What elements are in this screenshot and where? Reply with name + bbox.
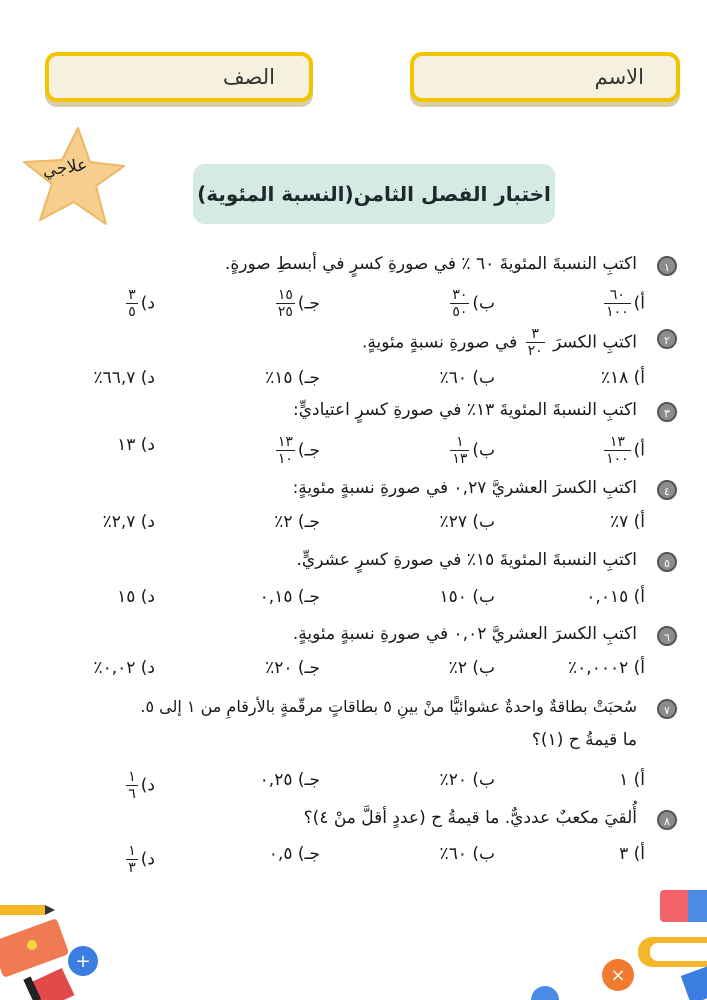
- question-text: اكتبِ الكسرَ العشريَّ ٠,٠٢ في صورةِ نسبةٍ مئويةٍ.: [292, 624, 637, 644]
- option-b[interactable]: ب) $\frac{١}{١٣}$: [452, 434, 495, 467]
- options-6: [40, 654, 645, 688]
- option-d[interactable]: د) $\frac{١}{٦}$: [128, 769, 155, 802]
- option-d[interactable]: د) $\frac{٣}{٥}$: [128, 287, 155, 320]
- question-number: ٢: [657, 329, 677, 349]
- options-1: [40, 284, 645, 318]
- option-b[interactable]: ب) ٢٠٪: [439, 770, 495, 790]
- question-text: سُحبَتْ بطاقةٌ واحدةٌ عشوائيًّا منْ بينِ ٥ بطاقاتٍ مرقّمةٍ بالأرقامِ من ١ إلى ٥.: [140, 697, 637, 716]
- stationery-decoration-left-icon: [0, 895, 110, 1000]
- svg-text:×: ×: [610, 965, 626, 986]
- option-c[interactable]: جـ) $\frac{١٥}{٢٥}$: [277, 287, 320, 320]
- option-a[interactable]: أ) ١: [619, 770, 645, 790]
- name-field[interactable]: [410, 52, 680, 102]
- question-5: [30, 548, 677, 578]
- question-4: [30, 476, 677, 506]
- badge-label: علاجي: [41, 154, 89, 182]
- option-a[interactable]: أ) $\frac{٦٠}{١٠٠}$: [606, 287, 645, 320]
- option-a[interactable]: أ) ١٨٪: [600, 368, 645, 388]
- option-b[interactable]: ب) ٢٧٪: [439, 512, 495, 532]
- options-3: [40, 431, 645, 465]
- option-d[interactable]: د) ١٥: [117, 587, 155, 607]
- question-text: اكتبِ الكسرَ $\frac{٣}{٢٠}$ في صورةِ نسبةٍ مئويةٍ.: [362, 326, 637, 359]
- question-text: اكتبِ النسبةَ المئويةَ ١٥٪ في صورةِ كسرٍ عشريٍّ.: [296, 550, 637, 570]
- question-6: [30, 622, 677, 652]
- option-a[interactable]: أ) $\frac{١٣}{١٠٠}$: [606, 434, 645, 467]
- options-7: [40, 766, 645, 800]
- class-label: الصف: [222, 65, 275, 89]
- question-number: ٤: [657, 480, 677, 500]
- option-a[interactable]: أ) ٣: [619, 844, 645, 864]
- option-b[interactable]: ب) ٢٪: [448, 658, 495, 678]
- option-c[interactable]: جـ) ٠,٢٥: [259, 770, 320, 790]
- question-text: أُلقيَ مكعبٌ عدديٌّ. ما قيمةُ ح (عددٍ أقلَّ منْ ٤)؟: [303, 808, 637, 828]
- question-3: [30, 398, 677, 428]
- question-text: ما قيمةُ ح (١)؟: [531, 730, 637, 750]
- question-text: اكتبِ النسبةَ المئويةَ ١٣٪ في صورةِ كسرٍ اعتياديٍّ:: [293, 400, 637, 420]
- question-2: [30, 325, 677, 359]
- question-number: ٥: [657, 552, 677, 572]
- option-d[interactable]: د) ٢,٧٪: [102, 512, 155, 532]
- option-d[interactable]: د) $\frac{١}{٣}$: [128, 843, 155, 876]
- options-5: [40, 583, 645, 617]
- stationery-decoration-right-icon: [520, 885, 707, 1000]
- question-number: ٦: [657, 626, 677, 646]
- options-4: [40, 508, 645, 542]
- option-b[interactable]: ب) ١٥٠: [439, 587, 495, 607]
- option-c[interactable]: جـ) ٢٠٪: [265, 658, 320, 678]
- option-b[interactable]: ب) ٦٠٪: [439, 844, 495, 864]
- option-a[interactable]: أ) ٧٪: [609, 512, 645, 532]
- option-a[interactable]: أ) ٠,٠١٥: [586, 587, 645, 607]
- question-number: ٨: [657, 810, 677, 830]
- question-7-line-2: [30, 728, 677, 758]
- option-d[interactable]: د) ١٣: [117, 435, 155, 455]
- option-b[interactable]: ب) $\frac{٣٠}{٥٠}$: [452, 287, 495, 320]
- question-number: ٣: [657, 402, 677, 422]
- option-d[interactable]: د) ٠,٠٢٪: [93, 658, 155, 678]
- name-label: الاسم: [594, 65, 644, 89]
- question-8: [30, 806, 677, 836]
- option-c[interactable]: جـ) ٢٪: [274, 512, 320, 532]
- option-b[interactable]: ب) ٦٠٪: [439, 368, 495, 388]
- class-field[interactable]: [45, 52, 313, 102]
- svg-text:+: +: [75, 951, 91, 972]
- question-text: اكتبِ النسبةَ المئويةَ ٦٠ ٪ في صورةِ كسرٍ في أبسطِ صورةٍ.: [224, 254, 637, 274]
- page-title: اختبار الفصل الثامن(النسبة المئوية): [193, 164, 555, 224]
- option-c[interactable]: جـ) ٠,٥: [268, 844, 320, 864]
- question-number: ٧: [657, 699, 677, 719]
- option-a[interactable]: أ) ٠,٠٠٠٢٪: [568, 658, 645, 678]
- question-text: اكتبِ الكسرَ العشريَّ ٠,٢٧ في صورةِ نسبةٍ مئويةٍ:: [292, 478, 637, 498]
- option-c[interactable]: جـ) ٠,١٥: [259, 587, 320, 607]
- question-number: ١: [657, 256, 677, 276]
- options-2: [40, 364, 645, 398]
- option-c[interactable]: جـ) $\frac{١٣}{١٠}$: [277, 434, 320, 467]
- option-d[interactable]: د) ٦٦,٧٪: [93, 368, 155, 388]
- question-7: [30, 695, 677, 725]
- option-c[interactable]: جـ) ١٥٪: [265, 368, 320, 388]
- question-1: [30, 252, 677, 282]
- options-8: [40, 840, 645, 874]
